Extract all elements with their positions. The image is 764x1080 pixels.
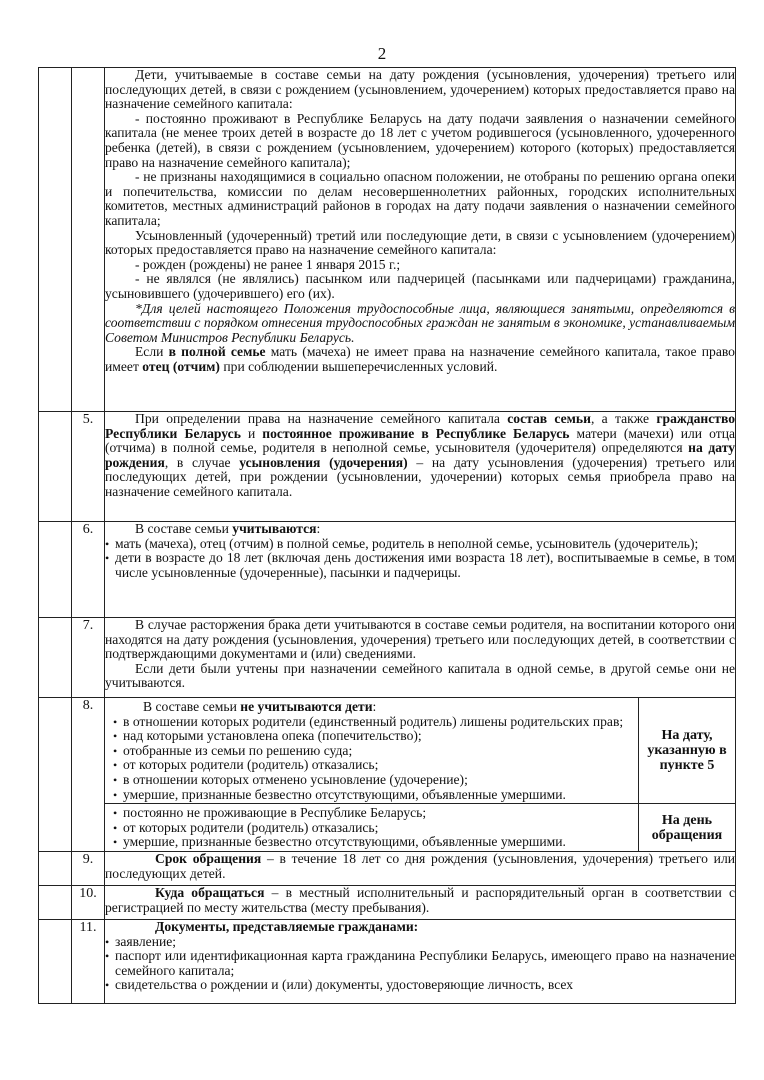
list-item: • от которых родители (родитель) отказались; [113, 758, 632, 773]
table-row [39, 698, 736, 852]
list-item: • умершие, признанные безвестно отсутствующими, объявленные умершими. [113, 835, 632, 850]
list-item: • постоянно не проживающие в Республике Беларусь; [113, 806, 632, 821]
list-item: • в отношении которых родители (единственный родитель) лишены родительских прав; [113, 715, 632, 730]
page-number: 2 [377, 44, 387, 63]
section-title: Документы, представляемые гражданами: [155, 918, 419, 934]
row-number: 7. [72, 618, 105, 698]
paragraph: В составе семьи не учитываются дети: [143, 699, 377, 714]
paragraph: Если дети были учтены при назначении семейного капитала в одной семье, в другой семье они не учитываются. [105, 660, 735, 691]
row-content [105, 412, 736, 522]
list-item: • над которыми установлена опека (попечительство); [113, 729, 632, 744]
list-item: • мать (мачеха), отец (отчим) в полной семье, родитель в неполной семье, усыновитель (удочеритель); [105, 537, 735, 552]
row-number: 11. [72, 919, 105, 1003]
row-content [105, 618, 736, 698]
paragraph: В составе семьи учитываются: [135, 521, 321, 536]
paragraph: - рожден (рождены) не ранее 1 января 2015 г.; [135, 256, 401, 272]
list-item: • умершие, признанные безвестно отсутствующими, объявленные умершими. [113, 788, 632, 803]
paragraph: При определении права на назначение семейного капитала состав семьи, а также гражданство Республики Беларусь и постоянное проживание в Республике Беларусь матери (мачехи) или отца (отчима) в полной семье, родителя в неполной семье, усыновителя (удочерителя) определяются на дату рождения, в случае усыновления (удочерения) – на дату усыновления (удочерения) третьего или последующих детей, при рождении (усыновлении, удочерении) которых семья приобрела право на назначение семейного капитала. [105, 411, 736, 499]
row-content [105, 522, 736, 618]
footnote-paragraph: *Для целей настоящего Положения трудоспособные лица, являющиеся занятыми, определяются в соответствии с порядком отнесения трудоспособных граждан не занятым в экономике, устанавливаемым Советом Министров Республики Беларусь. [105, 300, 736, 345]
row-content [105, 851, 736, 885]
paragraph: Если в полной семье мать (мачеха) не имеет права на назначение семейного капитала, такое право имеет отец (отчим) при соблюдении вышеперечисленных условий. [105, 344, 735, 374]
paragraph: - не являлся (не являлись) пасынком или падчерицей (пасынками или падчерицами) гражданина, усыновившего (удочерившего) его (их). [105, 271, 735, 301]
exclusion-table [105, 698, 735, 851]
paragraph: Дети, учитываемые в составе семьи на дату рождения (усыновления, удочерения) третьего или последующих детей, в связи с рождением (усыновлением, удочерением) которых предоставляется право на назначение семейного капитала: [105, 67, 735, 112]
table-row [39, 618, 736, 698]
paragraph: - не признаны находящимися в социально опасном положении, не отобраны по решению органа опеки и попечительства, комиссии по делам несовершеннолетних районных, городских исполнительных комитетов, местных администраций районов в городах на дату подачи заявления о назначении семейного капитала; [105, 169, 735, 228]
paragraph: Срок обращения – в течение 18 лет со дня рождения (усыновления, удочерения) третьего или последующих детей. [105, 850, 735, 881]
list-item: • отобранные из семьи по решению суда; [113, 744, 632, 759]
row-number: 8. [72, 698, 105, 852]
paragraph: Усыновленный (удочеренный) третий или последующие дети, в связи с усыновлением (удочерением) которых предоставляется право на назначение семейного капитала: [105, 227, 735, 258]
table-row [39, 919, 736, 1003]
table-row [39, 885, 736, 919]
row-content [105, 698, 736, 852]
list-item: • в отношении которых отменено усыновление (удочерение); [113, 773, 632, 788]
timing-note: На день обращения [639, 804, 736, 851]
row-content [105, 68, 736, 412]
info-table [38, 67, 736, 1004]
row-number: 6. [72, 522, 105, 618]
paragraph: В случае расторжения брака дети учитываются в составе семьи родителя, на воспитании которого они находятся на дату рождения (усыновления, удочерения) третьего или последующих детей, в соответствии с подтверждающими документами и (или) сведениями. [105, 617, 735, 662]
table-row [39, 412, 736, 522]
timing-note: На дату, указанную в пункте 5 [639, 698, 736, 804]
row-number: 9. [72, 851, 105, 885]
list-item: • паспорт или идентификационная карта гражданина Республики Беларусь, имеющего право на назначение семейного капитала; [105, 949, 735, 978]
row-content [105, 919, 736, 1003]
table-row [39, 522, 736, 618]
list-item: • от которых родители (родитель) отказались; [113, 821, 632, 836]
paragraph: - постоянно проживают в Республике Беларусь на дату подачи заявления о назначении семейного капитала (не менее троих детей в возрасте до 18 лет с учетом родившегося (усыновленного, удочеренного ребенка (детей), в связи с рождением (усыновлением, удочерением) которого (которых) предоставляется право на назначение семейного капитала); [105, 110, 735, 170]
list-item: • дети в возрасте до 18 лет (включая день достижения ими возраста 18 лет), воспитываемые в семье, в том числе усыновленные (удочеренные), пасынки и падчерицы. [105, 551, 735, 580]
row-content [105, 885, 736, 919]
list-item: • свидетельства о рождении и (или) документы, удостоверяющие личность, всех [105, 978, 735, 993]
table-row [39, 851, 736, 885]
row-number: 5. [72, 412, 105, 522]
paragraph: Куда обращаться – в местный исполнительный и распорядительный орган в соответствии с регистрацией по месту жительства (месту пребывания). [105, 884, 736, 915]
list-item: • заявление; [105, 935, 735, 950]
table-row [39, 68, 736, 412]
row-number: 10. [72, 885, 105, 919]
